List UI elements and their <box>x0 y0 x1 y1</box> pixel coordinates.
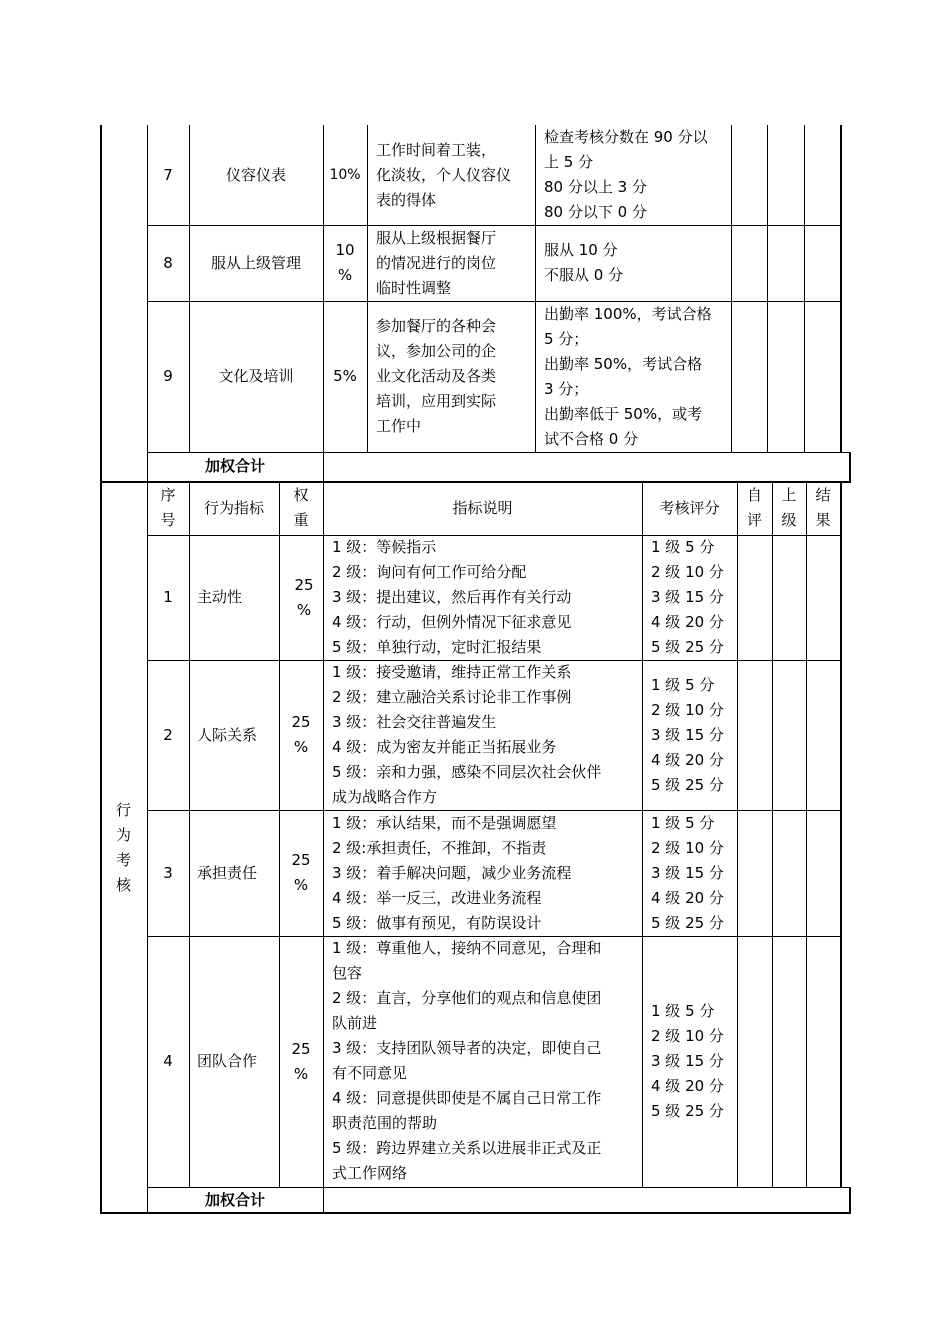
scoring-levels: 1 级 5 分 2 级 10 分 3 级 15 分 4 级 20 分 5 级 25 分 <box>651 538 724 656</box>
indicator-description: 1 级：接受邀请，维持正常工作关系 2 级：建立融洽关系讨论非工作事例 3 级：社会交往普遍发生 4 级：成为密友并能正当拓展业务 5 级：亲和力强，感染不同层次社会伙伴 成为战略合作方 <box>332 663 602 806</box>
border <box>804 125 805 452</box>
weighted-total-label: 加权合计 <box>204 1190 265 1209</box>
scoring-levels: 1 级 5 分 2 级 10 分 3 级 15 分 4 级 20 分 5 级 25 分 <box>651 676 724 794</box>
item-description: 服从上级根据餐厅 的情况进行的岗位 临时性调整 <box>376 229 497 297</box>
row-number: 9 <box>163 367 173 385</box>
indicator-description: 1 级：等候指示 2 级：询问有何工作可给分配 3 级：提出建议，然后再作有关行动 4 级：行动，但例外情况下征求意见 5 级：单独行动，定时汇报结果 <box>332 538 572 656</box>
weight: 25 % <box>294 575 314 619</box>
border <box>840 481 842 1187</box>
border <box>806 481 807 1187</box>
weight: 25 % <box>291 1039 311 1083</box>
border <box>535 125 536 452</box>
row-number: 7 <box>163 165 173 184</box>
indicator-description: 1 级：尊重他人，接纳不同意见，合理和 包容 2 级：直言，分享他们的观点和信息使团 队前进 3 级：支持团队领导者的决定，即使自己 有不同意见 4 级：同意提供即使是不属自己日常工作 职责范围的帮助 5 级：跨边界建立关系以进展非正式及正 式工作网络 <box>332 939 602 1182</box>
border <box>367 125 368 452</box>
item-description: 参加餐厅的各种会 议，参加公司的企 业文化活动及各类 培训，应用到实际 工作中 <box>376 317 497 435</box>
border <box>737 481 738 1187</box>
weight: 10 % <box>335 241 355 284</box>
border <box>100 125 102 481</box>
header-result: 结 果 <box>815 486 831 529</box>
weight: 25 % <box>291 851 311 894</box>
border <box>772 481 773 1187</box>
item-name: 仪容仪表 <box>225 165 286 184</box>
indicator-name: 承担责任 <box>197 863 258 882</box>
border <box>642 481 643 1187</box>
border <box>767 125 768 452</box>
border <box>849 1187 851 1214</box>
row-number: 1 <box>163 588 173 606</box>
indicator-name: 人际关系 <box>197 725 258 744</box>
weighted-total-label: 加权合计 <box>204 457 265 475</box>
header-superior: 上 级 <box>781 486 797 529</box>
indicator-name: 主动性 <box>197 588 243 606</box>
scoring-standard: 服从 10 分 不服从 0 分 <box>544 241 624 284</box>
border <box>849 452 851 482</box>
row-number: 3 <box>163 863 173 882</box>
weight: 10% <box>329 166 361 183</box>
border <box>840 125 842 452</box>
weight: 25 % <box>291 713 311 756</box>
scoring-levels: 1 级 5 分 2 级 10 分 3 级 15 分 4 级 20 分 5 级 25 分 <box>651 1002 724 1120</box>
header-indicator: 行为指标 <box>203 498 264 517</box>
header-no: 序 号 <box>160 486 176 529</box>
header-self-review: 自 评 <box>746 486 762 529</box>
row-number: 2 <box>163 725 173 744</box>
header-scoring: 考核评分 <box>659 498 720 517</box>
scoring-standard: 检查考核分数在 90 分以 上 5 分 80 分以上 3 分 80 分以下 0 分 <box>544 128 708 221</box>
item-name: 服从上级管理 <box>210 253 301 272</box>
weight: 5% <box>333 367 357 385</box>
border <box>323 481 324 1214</box>
header-weight: 权 重 <box>293 486 309 529</box>
header-description: 指标说明 <box>452 498 513 517</box>
scoring-levels: 1 级 5 分 2 级 10 分 3 级 15 分 4 级 20 分 5 级 25 分 <box>651 814 724 932</box>
indicator-name: 团队合作 <box>197 1052 258 1070</box>
scoring-standard: 出勤率 100%，考试合格 5 分； 出勤率 50%，考试合格 3 分； 出勤率低于 50%，或考 试不合格 0 分 <box>544 305 712 448</box>
indicator-description: 1 级：承认结果，而不是强调愿望 2 级:承担责任，不推卸，不指责 3 级：着手解决问题，减少业务流程 4 级：举一反三，改进业务流程 5 级：做事有预见，有防误设计 <box>332 814 572 932</box>
row-number: 8 <box>163 253 173 272</box>
item-description: 工作时间着工装， 化淡妆，个人仪容仪 表的得体 <box>376 141 512 209</box>
row-number: 4 <box>163 1052 173 1070</box>
section-label: 行 为 考 核 <box>115 800 131 894</box>
item-name: 文化及培训 <box>218 367 294 385</box>
